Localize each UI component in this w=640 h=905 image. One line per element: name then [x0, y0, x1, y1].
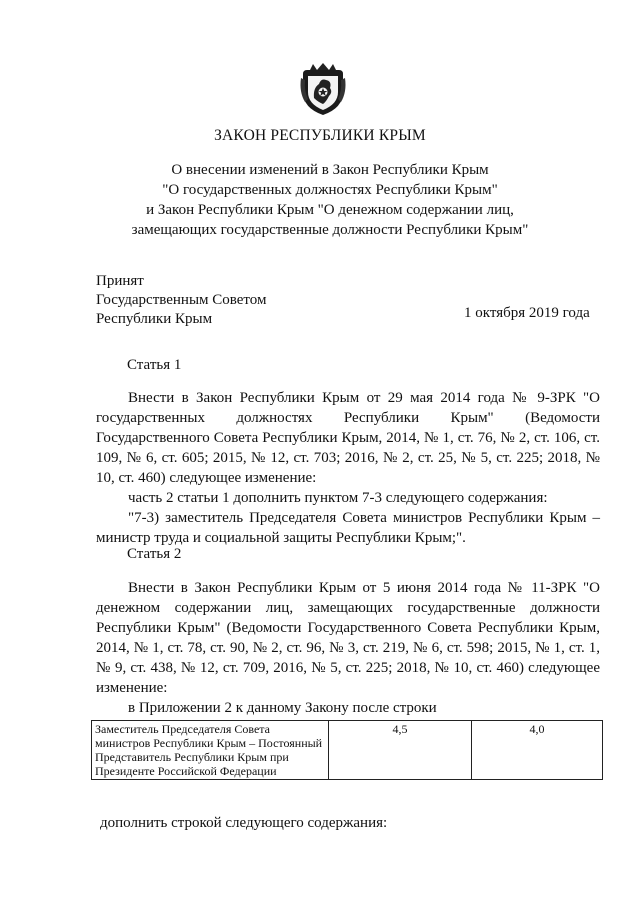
table-cell-value-2: 4,0: [472, 721, 603, 780]
article-2-change: в Приложении 2 к данному Закону после строки: [128, 700, 437, 716]
subtitle-line: замещающих государственные должности Республики Крым": [131, 222, 529, 238]
article-1-intro: Внести в Закон Республики Крым от 29 мая 2014 года № 9-ЗРК "О государственных должностях Республики Крым" (Ведомости Государственного Совета Республики Крым, 2014, № 1, ст. 76, № 2, ст. 106, ст. 109, № 6, ст. 605; 2015, № 12, ст. 703; 2016, № 2, ст. 25, № 5, ст. 225; 2018, № 10, ст. 460) следующее изменение:: [96, 390, 600, 486]
article-2-body: [96, 578, 600, 718]
law-subtitle: [80, 160, 580, 240]
table-row: [92, 721, 603, 780]
subtitle-line: и Закон Республики Крым "О денежном содержании лиц,: [146, 202, 514, 218]
after-table-text: дополнить строкой следующего содержания:: [100, 815, 388, 831]
article-1-new-item: "7-3) заместитель Председателя Совета министров Республики Крым – министр труда и социальной защиты Республики Крым;".: [96, 510, 600, 546]
article-1-change: часть 2 статьи 1 дополнить пунктом 7-3 следующего содержания:: [128, 490, 548, 506]
salary-coefficient-table: [91, 720, 603, 780]
law-title: ЗАКОН РЕСПУБЛИКИ КРЫМ: [214, 127, 426, 144]
table-cell-position: Заместитель Председателя Совета министров Республики Крым – Постоянный Представитель Республики Крым при Президенте Российской Федерации: [92, 721, 329, 780]
adoption-line: Республики Крым: [96, 311, 213, 327]
article-2-intro: Внести в Закон Республики Крым от 5 июня 2014 года № 11-ЗРК "О денежном содержании лиц, замещающих государственные должности Республики Крым" (Ведомости Государственного Совета Республики Крым, 2014, № 1, ст. 78, ст. 90, № 2, ст. 96, № 3, ст. 219, № 6, ст. 598; 2015, № 1, ст. 1, № 9, ст. 438, № 12, ст. 709, 2016, № 5, ст. 225; 2018, № 10, ст. 460) следующее изменение:: [96, 580, 600, 696]
crimea-coat-of-arms-emblem: [299, 62, 347, 116]
article-2-heading: Статья 2: [127, 546, 182, 562]
table-cell-value-1: 4,5: [329, 721, 472, 780]
adoption-date: 1 октября 2019 года: [464, 305, 590, 321]
subtitle-line: "О государственных должностях Республики Крым": [162, 182, 498, 198]
adoption-block: [96, 272, 267, 329]
subtitle-line: О внесении изменений в Закон Республики Крым: [171, 162, 489, 178]
article-1-heading: Статья 1: [127, 357, 182, 373]
adoption-line: Принят: [96, 273, 144, 289]
article-1-body: [96, 388, 600, 548]
adoption-line: Государственным Советом: [96, 292, 267, 308]
